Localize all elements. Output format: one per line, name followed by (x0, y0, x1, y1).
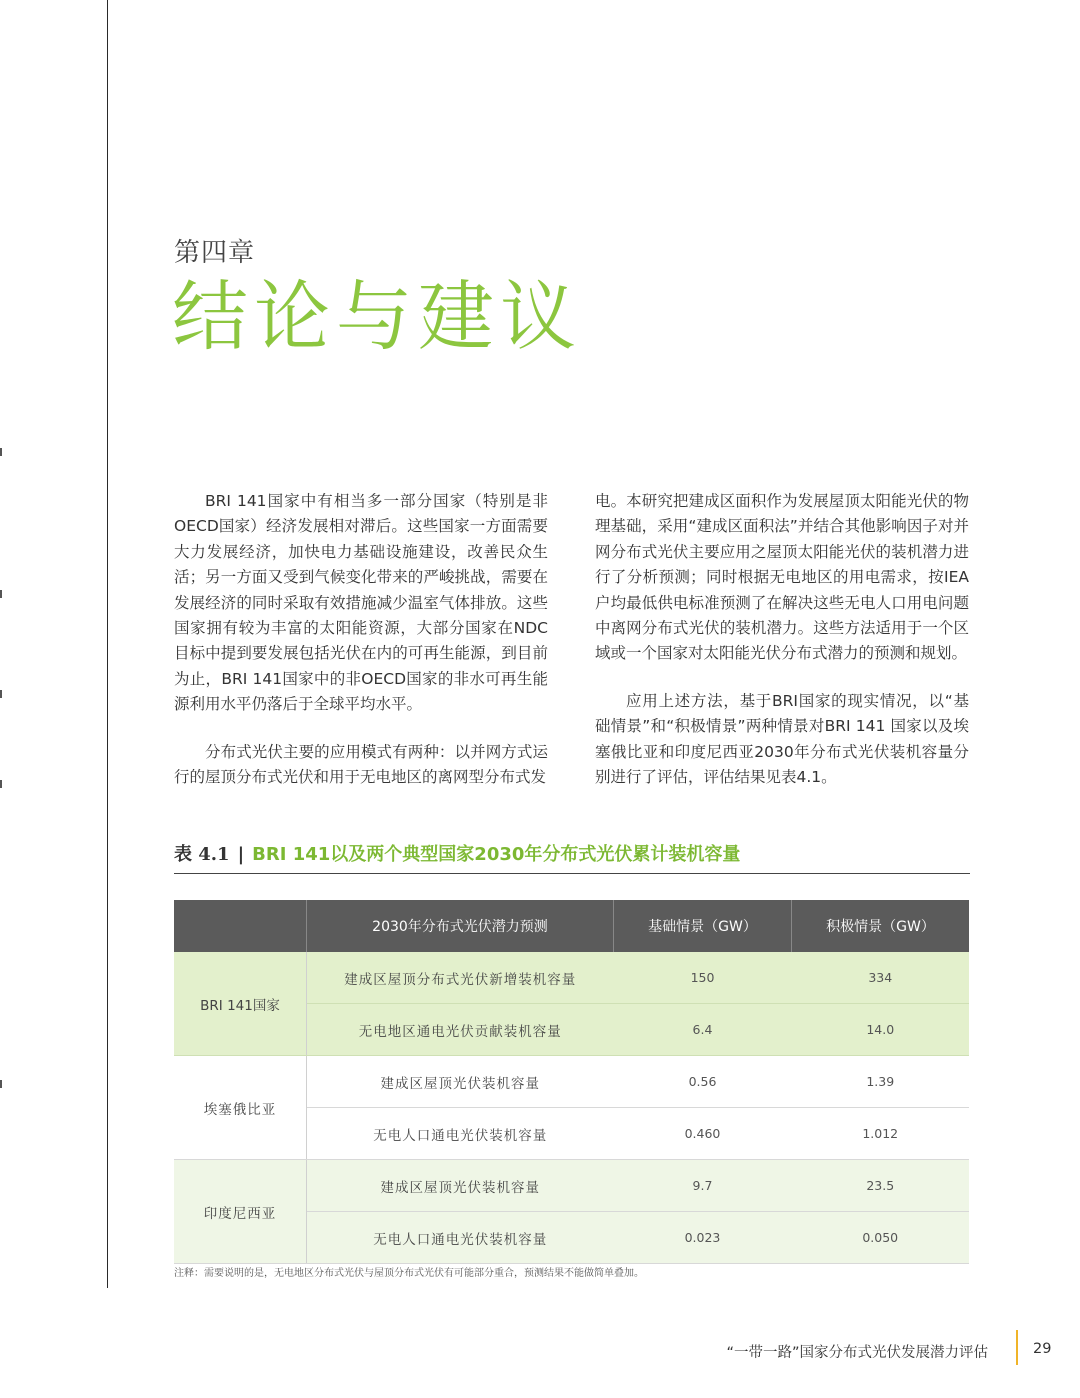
active-value-cell: 1.012 (792, 1108, 970, 1160)
body-column-right (595, 489, 969, 790)
table-note: 注释：需要说明的是，无电地区分布式光伏与屋顶分布式光伏有可能部分重合，预测结果不能做简单叠加。 (174, 1268, 644, 1279)
group-cell: BRI 141国家 (174, 952, 307, 1056)
capacity-table (174, 900, 969, 1264)
group-cell: 埃塞俄比亚 (174, 1056, 307, 1160)
body-paragraph: 分布式光伏主要的应用模式有两种：以并网方式运行的屋顶分布式光伏和用于无电地区的离网型分布式发 (174, 742, 548, 787)
chapter-label: 第四章 (174, 238, 256, 268)
body-column-left (174, 489, 548, 790)
footer-divider (1016, 1330, 1018, 1365)
base-value-cell: 0.56 (614, 1056, 792, 1108)
edge-mark (0, 448, 2, 456)
active-value-cell: 334 (792, 952, 970, 1004)
base-value-cell: 6.4 (614, 1004, 792, 1056)
page-margin-line (107, 0, 108, 1288)
header-group (174, 900, 307, 952)
body-paragraph: 应用上述方法，基于BRI国家的现实情况，以“基础情景”和“积极情景”两种情景对BRI 141 国家以及埃塞俄比亚和印度尼西亚2030年分布式光伏装机容量分别进行了评估，评估结果见表4.1。 (595, 691, 969, 787)
base-value-cell: 150 (614, 952, 792, 1004)
table-caption-number: 表 4.1 (174, 844, 230, 865)
edge-mark (0, 690, 2, 698)
active-value-cell: 23.5 (792, 1160, 970, 1212)
edge-mark (0, 780, 2, 788)
active-value-cell: 14.0 (792, 1004, 970, 1056)
table-row (174, 952, 969, 1004)
active-value-cell: 0.050 (792, 1212, 970, 1264)
page-number: 29 (1033, 1341, 1052, 1357)
body-paragraph: BRI 141国家中有相当多一部分国家（特别是非OECD国家）经济发展相对滞后。这些国家一方面需要大力发展经济，加快电力基础设施建设，改善民众生活；另一方面又受到气候变化带来的严峻挑战，需要在发展经济的同时采取有效措施减少温室气体排放。这些国家拥有较为丰富的太阳能资源，大部分国家在NDC目标中提到要发展包括光伏在内的可再生能源，到目前为止，BRI 141国家中的非OECD国家的非水可再生能源利用水平仍落后于全球平均水平。 (174, 492, 548, 714)
base-value-cell: 9.7 (614, 1160, 792, 1212)
caption-rule (174, 873, 970, 874)
item-cell: 建成区屋顶光伏装机容量 (307, 1160, 614, 1212)
table-caption-text: BRI 141以及两个典型国家2030年分布式光伏累计装机容量 (252, 844, 741, 865)
edge-mark (0, 1080, 2, 1088)
footer-title: “一带一路”国家分布式光伏发展潜力评估 (726, 1345, 988, 1361)
group-cell: 印度尼西亚 (174, 1160, 307, 1264)
item-cell: 无电地区通电光伏贡献装机容量 (307, 1004, 614, 1056)
base-value-cell: 0.460 (614, 1108, 792, 1160)
header-base-scenario: 基础情景（GW） (614, 900, 792, 952)
base-value-cell: 0.023 (614, 1212, 792, 1264)
table-row (174, 1160, 969, 1212)
item-cell: 无电人口通电光伏装机容量 (307, 1212, 614, 1264)
table-row (174, 1056, 969, 1108)
item-cell: 建成区屋顶分布式光伏新增装机容量 (307, 952, 614, 1004)
header-active-scenario: 积极情景（GW） (792, 900, 970, 952)
body-paragraph: 电。本研究把建成区面积作为发展屋顶太阳能光伏的物理基础，采用“建成区面积法”并结合其他影响因子对并网分布式光伏主要应用之屋顶太阳能光伏的装机潜力进行了分析预测；同时根据无电地区的用电需求，按IEA户均最低供电标准预测了在解决这些无电人口用电问题中离网分布式光伏的装机潜力。这些方法适用于一个区域或一个国家对太阳能光伏分布式潜力的预测和规划。 (595, 492, 969, 663)
chapter-title: 结论与建议 (172, 272, 582, 361)
table-caption-separator: | (237, 844, 245, 865)
active-value-cell: 1.39 (792, 1056, 970, 1108)
table-header-row (174, 900, 969, 952)
table-caption (174, 840, 970, 866)
edge-mark (0, 590, 2, 598)
item-cell: 建成区屋顶光伏装机容量 (307, 1056, 614, 1108)
header-item: 2030年分布式光伏潜力预测 (307, 900, 614, 952)
item-cell: 无电人口通电光伏装机容量 (307, 1108, 614, 1160)
